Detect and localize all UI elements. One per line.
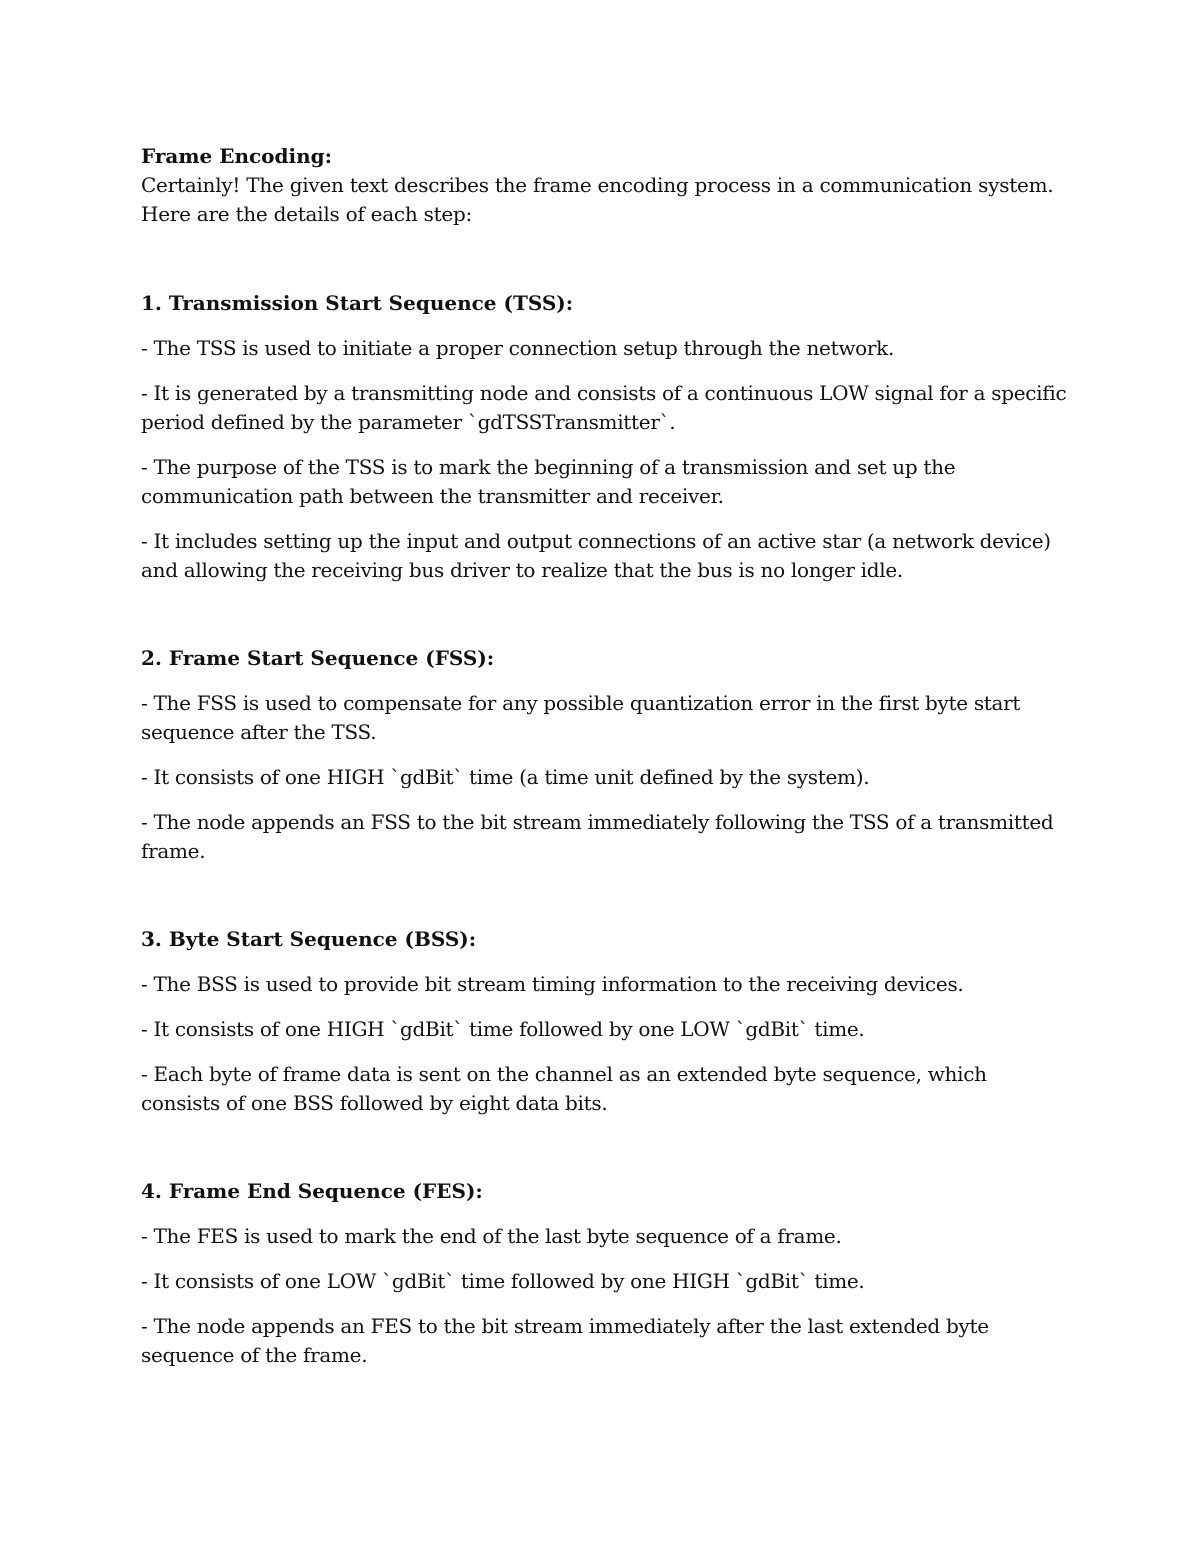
section-fes [141,1177,1071,1370]
bullet-item: - Each byte of frame data is sent on the channel as an extended byte sequence, which consists of one BSS followed by eight data bits. [141,1062,987,1115]
bullet-item: - The FES is used to mark the end of the last byte sequence of a frame. [141,1224,842,1248]
bullet-item: - The purpose of the TSS is to mark the beginning of a transmission and set up the communication path between the transmitter and receiver. [141,455,956,508]
intro-paragraph: Certainly! The given text describes the frame encoding process in a communication system. Here are the details of each step: [141,173,1054,226]
section-heading: 4. Frame End Sequence (FES): [141,1179,483,1203]
section-fss [141,644,1071,866]
bullet-item: - The BSS is used to provide bit stream timing information to the receiving devices. [141,972,964,996]
bullet-item: - It includes setting up the input and output connections of an active star (a network device) and allowing the receiving bus driver to realize that the bus is no longer idle. [141,529,1051,582]
bullet-item: - The FSS is used to compensate for any possible quantization error in the first byte start sequence after the TSS. [141,691,1021,744]
document-title: Frame Encoding: [141,144,332,168]
bullet-item: - The TSS is used to initiate a proper connection setup through the network. [141,336,895,360]
section-tss [141,289,1071,585]
bullet-item: - It consists of one HIGH `gdBit` time followed by one LOW `gdBit` time. [141,1017,865,1041]
section-heading: 1. Transmission Start Sequence (TSS): [141,291,574,315]
bullet-item: - The node appends an FES to the bit stream immediately after the last extended byte sequence of the frame. [141,1314,989,1367]
bullet-item: - It consists of one HIGH `gdBit` time (a time unit defined by the system). [141,765,870,789]
bullet-item: - It is generated by a transmitting node and consists of a continuous LOW signal for a specific period defined by the parameter `gdTSSTransmitter`. [141,381,1067,434]
bullet-item: - The node appends an FSS to the bit stream immediately following the TSS of a transmitted frame. [141,810,1054,863]
section-heading: 3. Byte Start Sequence (BSS): [141,927,477,951]
section-heading: 2. Frame Start Sequence (FSS): [141,646,495,670]
section-bss [141,925,1071,1118]
document-page [141,142,1071,1370]
bullet-item: - It consists of one LOW `gdBit` time followed by one HIGH `gdBit` time. [141,1269,865,1293]
